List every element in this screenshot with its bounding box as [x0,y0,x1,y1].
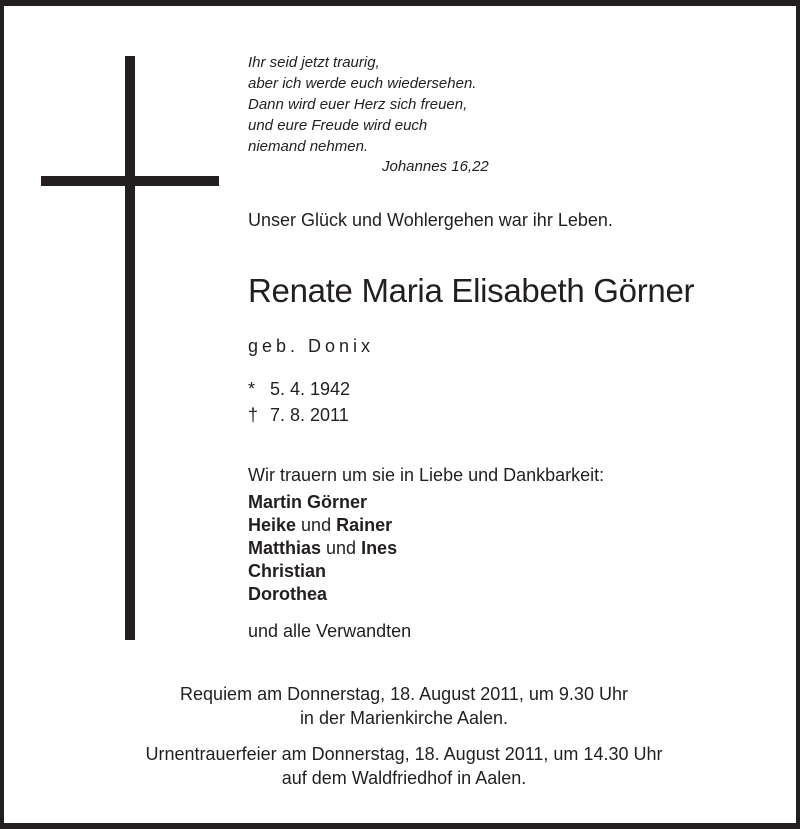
deceased-name: Renate Maria Elisabeth Görner [248,272,695,309]
family-member: Ines [361,538,398,558]
cross-icon: † [248,405,259,425]
quote-line-3: Dann wird euer Herz sich freuen, [248,96,468,113]
quote-line-1: Ihr seid jetzt traurig, [248,54,380,71]
requiem-info [4,682,800,730]
urn-line-2: auf dem Waldfriedhof in Aalen. [281,768,527,788]
family-list [248,491,397,606]
life-dates [248,376,350,428]
quote-line-2: aber ich werde euch wiedersehen. [248,75,477,92]
urn-ceremony-info [4,742,800,790]
family-row-1 [248,491,397,514]
family-member: Matthias [248,538,322,558]
family-member: Heike [248,515,297,535]
family-row-2 [248,514,397,537]
family-member: Dorothea [248,584,328,604]
bible-quote [248,52,489,175]
requiem-line-2: in der Marienkirche Aalen. [299,708,509,728]
death-row [248,402,350,428]
family-member: Christian [248,561,327,581]
quote-line-4: und eure Freude wird euch [248,117,428,134]
relatives-text: und alle Verwandten [248,621,412,641]
quote-line-5: niemand nehmen. [248,138,369,155]
death-date: 7. 8. 2011 [270,405,349,425]
family-row-4 [248,560,397,583]
motto: Unser Glück und Wohlergehen war ihr Leben. [248,210,613,230]
family-member: Martin Görner [248,492,368,512]
cross-horizontal-bar [41,176,219,186]
birth-row [248,376,350,402]
birth-date: 5. 4. 1942 [270,379,351,399]
birth-name: geb. Donix [248,336,375,356]
connector: und [321,538,362,558]
mourning-text: Wir trauern um sie in Liebe und Dankbarkeit: [248,465,605,485]
star-icon: * [248,379,256,399]
family-row-3 [248,537,397,560]
requiem-line-1: Requiem am Donnerstag, 18. August 2011, um 9.30 Uhr [180,684,628,704]
quote-source: Johannes 16,22 [382,158,489,175]
family-row-5 [248,583,397,606]
family-member: Rainer [336,515,393,535]
urn-line-1: Urnentrauerfeier am Donnerstag, 18. August 2011, um 14.30 Uhr [145,744,663,764]
connector: und [296,515,337,535]
cross-vertical-bar [125,56,135,640]
